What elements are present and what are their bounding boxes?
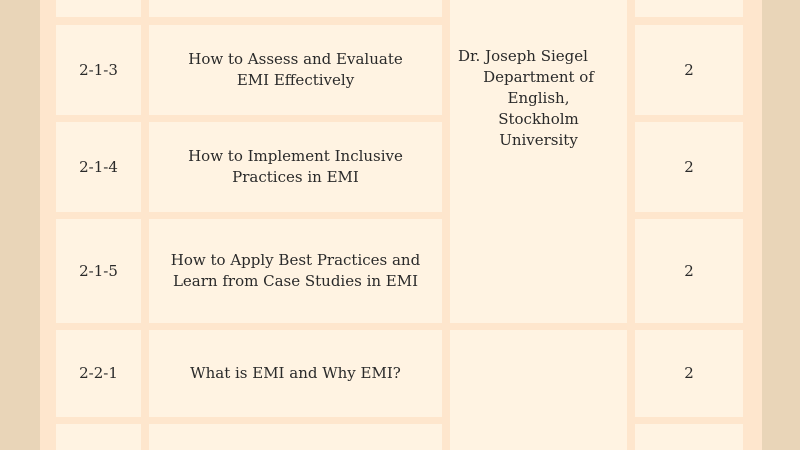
course-credits-cell (635, 219, 743, 323)
course-credits: 2 (684, 261, 694, 280)
course-title-cell (149, 25, 442, 115)
course-title: How to Implement Inclusive Practices in EMI (188, 147, 403, 186)
instructor-department: Department of English, (483, 68, 594, 107)
course-title: How to Apply Best Practices and Learn from Case Studies in EMI (170, 251, 421, 290)
course-credits-cell (635, 0, 743, 17)
course-title-cell (149, 122, 442, 212)
course-code-cell (56, 0, 141, 17)
course-title-cell (149, 219, 442, 323)
course-credits: 2 (684, 364, 694, 382)
instructor-university: Stockholm University (498, 110, 579, 149)
course-table (40, 0, 762, 450)
course-code: 2-1-5 (79, 261, 118, 280)
course-code-cell (56, 122, 141, 212)
course-title-cell (149, 0, 442, 17)
course-credits: 2 (684, 157, 694, 176)
course-code: 2-1-4 (79, 157, 118, 176)
course-credits-cell (635, 424, 743, 450)
course-code-cell (56, 219, 141, 323)
course-title: How to Assess and Evaluate EMI Effectively (188, 50, 403, 89)
course-code: 2-2-1 (79, 364, 118, 382)
course-credits-cell (635, 330, 743, 417)
course-code-cell (56, 25, 141, 115)
course-title-cell (149, 330, 442, 417)
course-credits: 2 (684, 60, 694, 79)
course-code-cell (56, 424, 141, 450)
course-credits-cell (635, 25, 743, 115)
instructor-name: Dr. Joseph Siegel (458, 47, 588, 65)
instructor-cell (450, 0, 627, 323)
course-title-cell (149, 424, 442, 450)
course-code-cell (56, 330, 141, 417)
course-code: 2-1-3 (79, 60, 118, 79)
instructor-cell (450, 330, 627, 450)
course-title: What is EMI and Why EMI? (190, 364, 401, 382)
course-credits-cell (635, 122, 743, 212)
